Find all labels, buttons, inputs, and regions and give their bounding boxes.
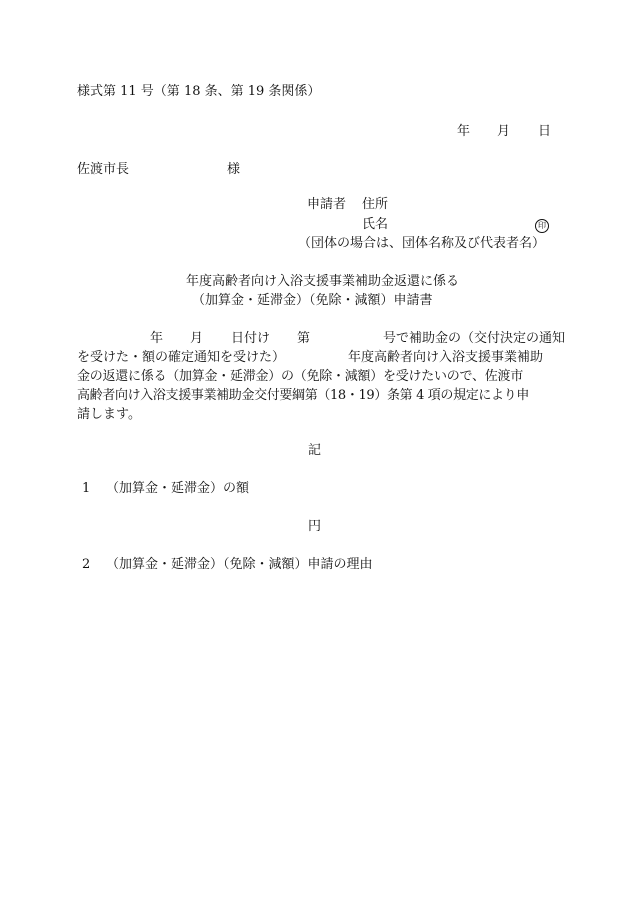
item-label: （加算金・延滞金）（免除・減額）申請の理由	[106, 557, 373, 572]
item-number: 2	[82, 557, 91, 572]
body-line5: 請します。	[77, 407, 141, 422]
name-label: 氏名	[362, 217, 389, 232]
applicant-label: 申請者	[307, 197, 347, 212]
body-line2a: を受けた・額の確定通知を受けた）	[77, 350, 286, 365]
body-line1-rest: 号で補助金の（交付決定の通知	[383, 331, 566, 346]
address-label: 住所	[362, 197, 389, 212]
date-year: 年	[457, 124, 471, 139]
body-year: 年	[150, 331, 164, 346]
date-month: 月	[497, 124, 511, 139]
seal-icon: 印	[535, 216, 549, 234]
body-line2b: 年度高齢者向け入浴支援事業補助	[348, 350, 544, 365]
title-line1: 年度高齢者向け入浴支援事業補助金返還に係る	[186, 274, 460, 289]
addressee-honorific: 様	[227, 162, 241, 177]
addressee-name: 佐渡市長	[77, 162, 130, 177]
item-unit: 円	[308, 519, 322, 534]
title-line2: （加算金・延滞金）（免除・減額）申請書	[192, 293, 433, 308]
item-label: （加算金・延滞金）の額	[106, 481, 250, 496]
ki-heading: 記	[308, 443, 322, 458]
body-no: 第	[297, 331, 311, 346]
group-note: （団体の場合は、団体名称及び代表者名）	[298, 236, 546, 251]
item-number: 1	[82, 481, 91, 496]
body-line3: 金の返還に係る（加算金・延滞金）の（免除・減額）を受けたいので、佐渡市	[77, 369, 523, 384]
body-month: 月	[190, 331, 204, 346]
date-day: 日	[538, 124, 552, 139]
body-line4: 高齢者向け入浴支援事業補助金交付要綱第（18・19）条第 4 項の規定により申	[77, 388, 529, 403]
form-number: 様式第 11 号（第 18 条、第 19 条関係）	[77, 84, 321, 99]
body-date: 日付け	[231, 331, 271, 346]
